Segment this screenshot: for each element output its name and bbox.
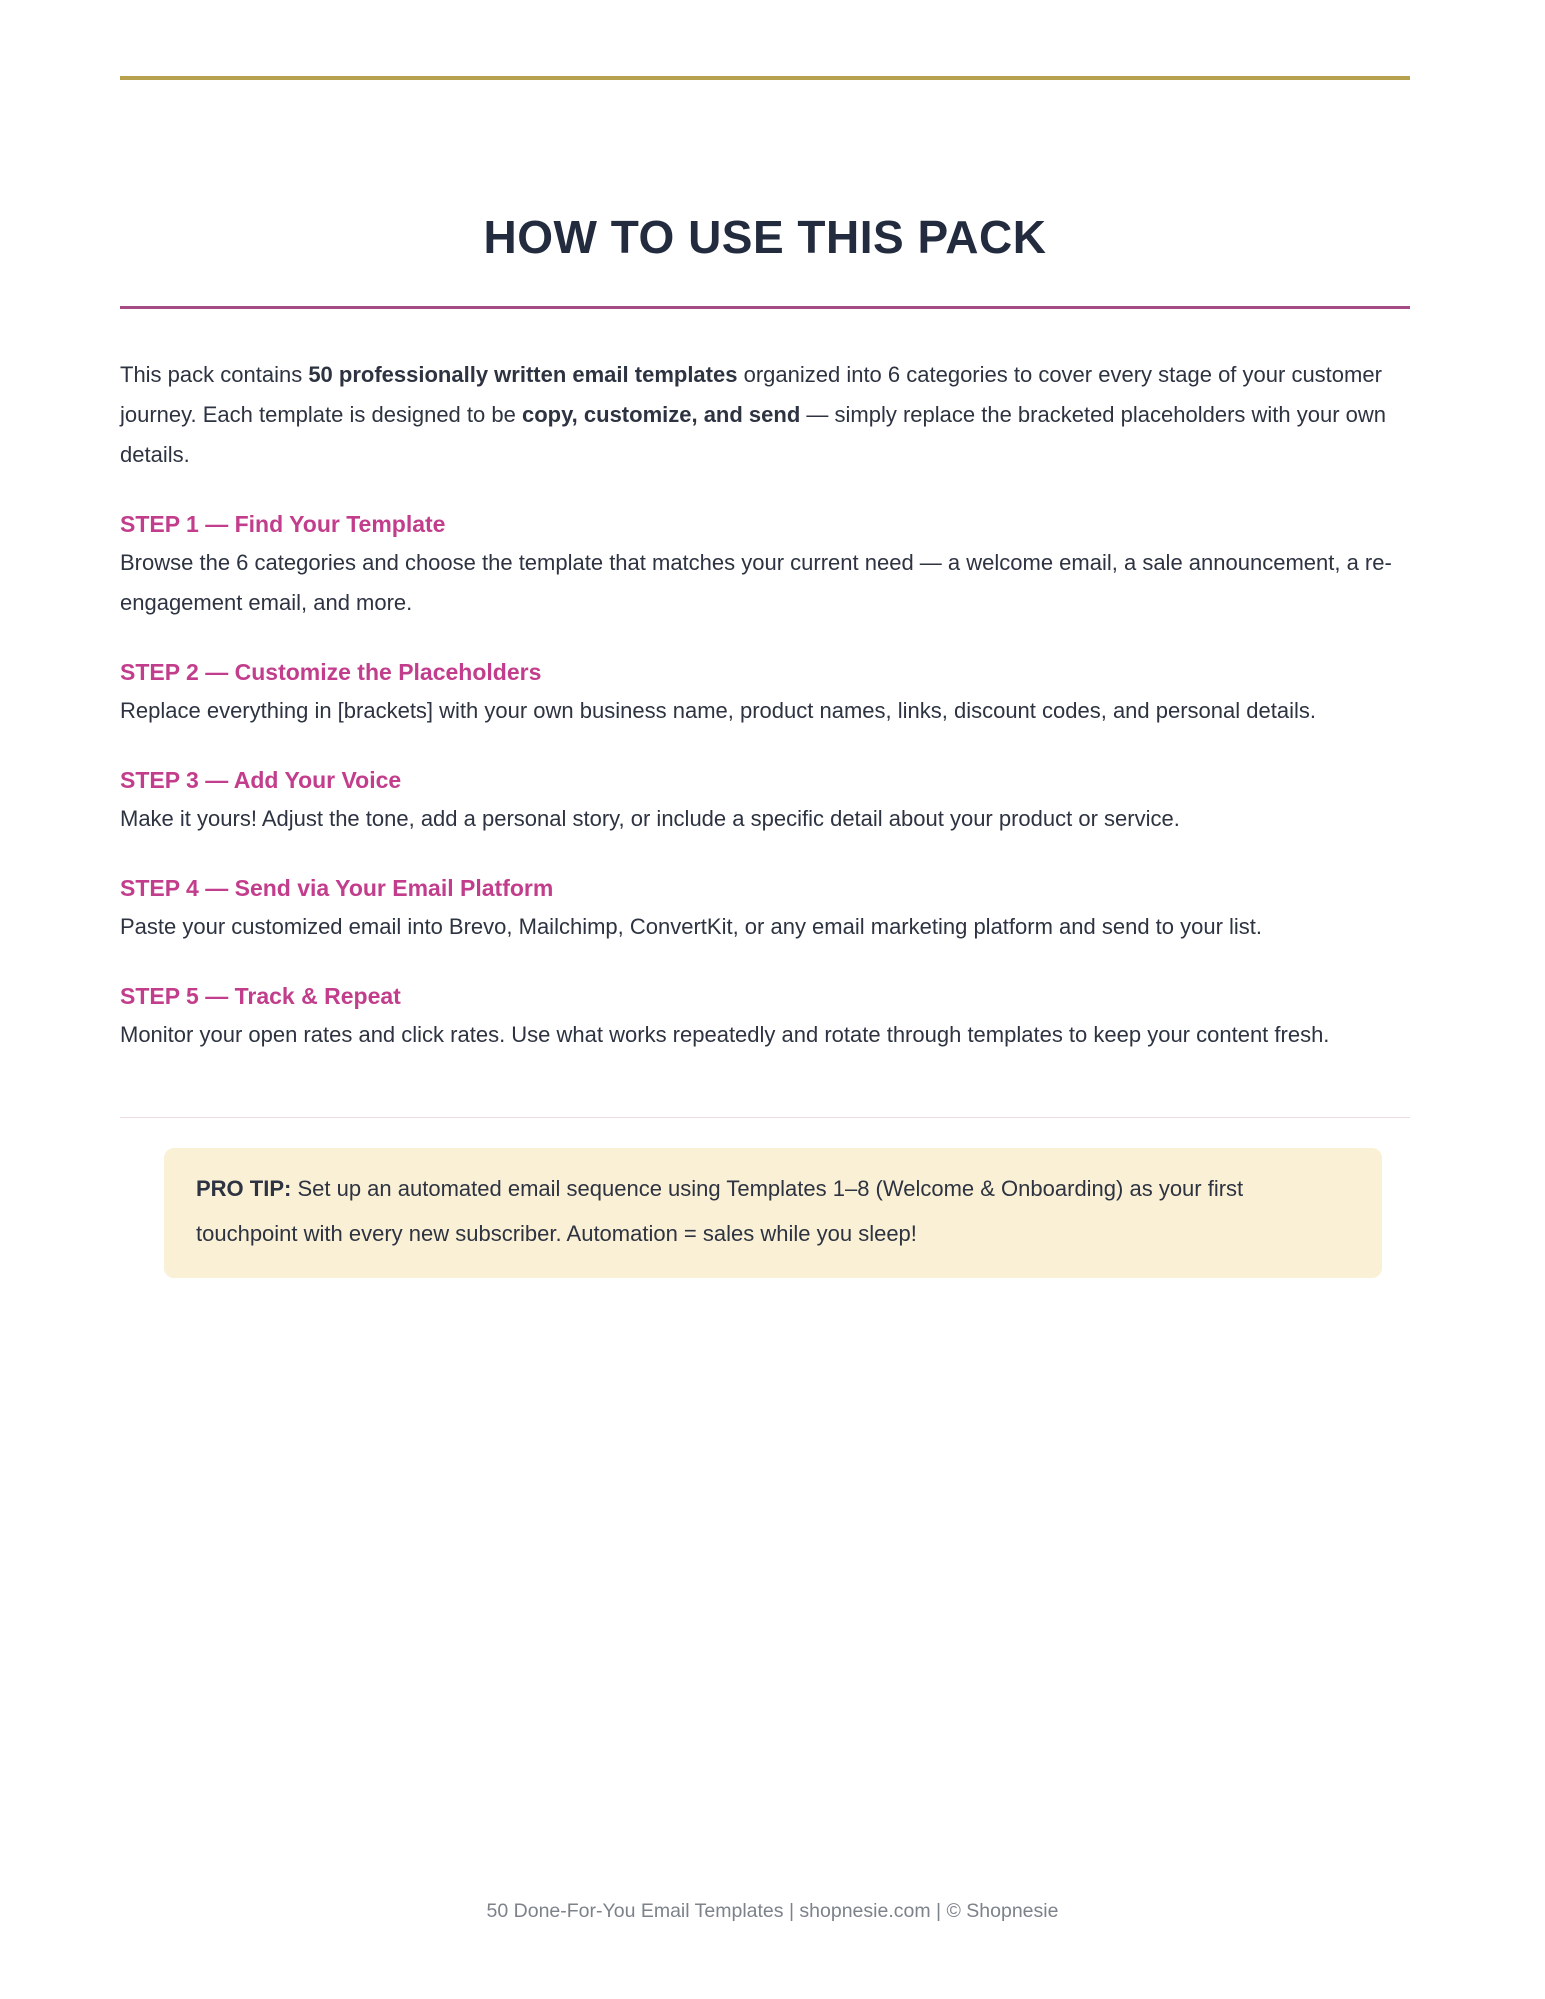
content-column xyxy=(0,76,1545,1278)
step-section-3 xyxy=(120,765,1410,839)
step-section-5 xyxy=(120,981,1410,1055)
step-3-heading: STEP 3 — Add Your Voice xyxy=(120,767,402,793)
intro-paragraph xyxy=(120,355,1410,475)
step-2-body: Replace everything in [brackets] with your own business name, product names, links, discount codes, and personal details. xyxy=(120,698,1316,723)
step-5-body: Monitor your open rates and click rates. Use what works repeatedly and rotate through templates to keep your content fresh. xyxy=(120,1022,1330,1047)
page-footer: 50 Done-For-You Email Templates | shopnesie.com | © Shopnesie xyxy=(486,1900,1059,1922)
step-4-heading: STEP 4 — Send via Your Email Platform xyxy=(120,875,554,901)
step-2-heading: STEP 2 — Customize the Placeholders xyxy=(120,659,542,685)
intro-segment-bold: 50 professionally written email templates xyxy=(308,362,738,387)
intro-segment: This pack contains xyxy=(120,362,309,387)
intro-segment: — simply replace the bracketed placeholders with your own details. xyxy=(120,402,1387,467)
pro-tip-text: Set up an automated email sequence using Templates 1–8 (Welcome & Onboarding) as your first touchpoint with every new subscriber. Automation = sales while you sleep! xyxy=(196,1176,1244,1246)
title-underline-divider xyxy=(120,306,1410,309)
section-divider xyxy=(120,1117,1410,1118)
page-title: HOW TO USE THIS PACK xyxy=(483,211,1047,263)
intro-segment-bold: copy, customize, and send xyxy=(521,402,801,427)
step-5-heading: STEP 5 — Track & Repeat xyxy=(120,983,401,1009)
pro-tip-label: PRO TIP: xyxy=(196,1176,292,1201)
top-gold-divider xyxy=(120,76,1410,80)
step-4-body: Paste your customized email into Brevo, Mailchimp, ConvertKit, or any email marketing platform and send to your list. xyxy=(120,914,1263,939)
step-3-body: Make it yours! Adjust the tone, add a personal story, or include a specific detail about your product or service. xyxy=(120,806,1180,831)
step-section-1 xyxy=(120,509,1410,623)
step-section-2 xyxy=(120,657,1410,731)
step-section-4 xyxy=(120,873,1410,947)
step-1-body: Browse the 6 categories and choose the template that matches your current need — a welcome email, a sale announcement, a re-engagement email, and more. xyxy=(120,550,1392,615)
pro-tip-callout xyxy=(164,1148,1382,1278)
intro-segment: organized into 6 categories to cover every stage of your customer journey. Each template is designed to be xyxy=(120,362,1382,427)
step-1-heading: STEP 1 — Find Your Template xyxy=(120,511,446,537)
